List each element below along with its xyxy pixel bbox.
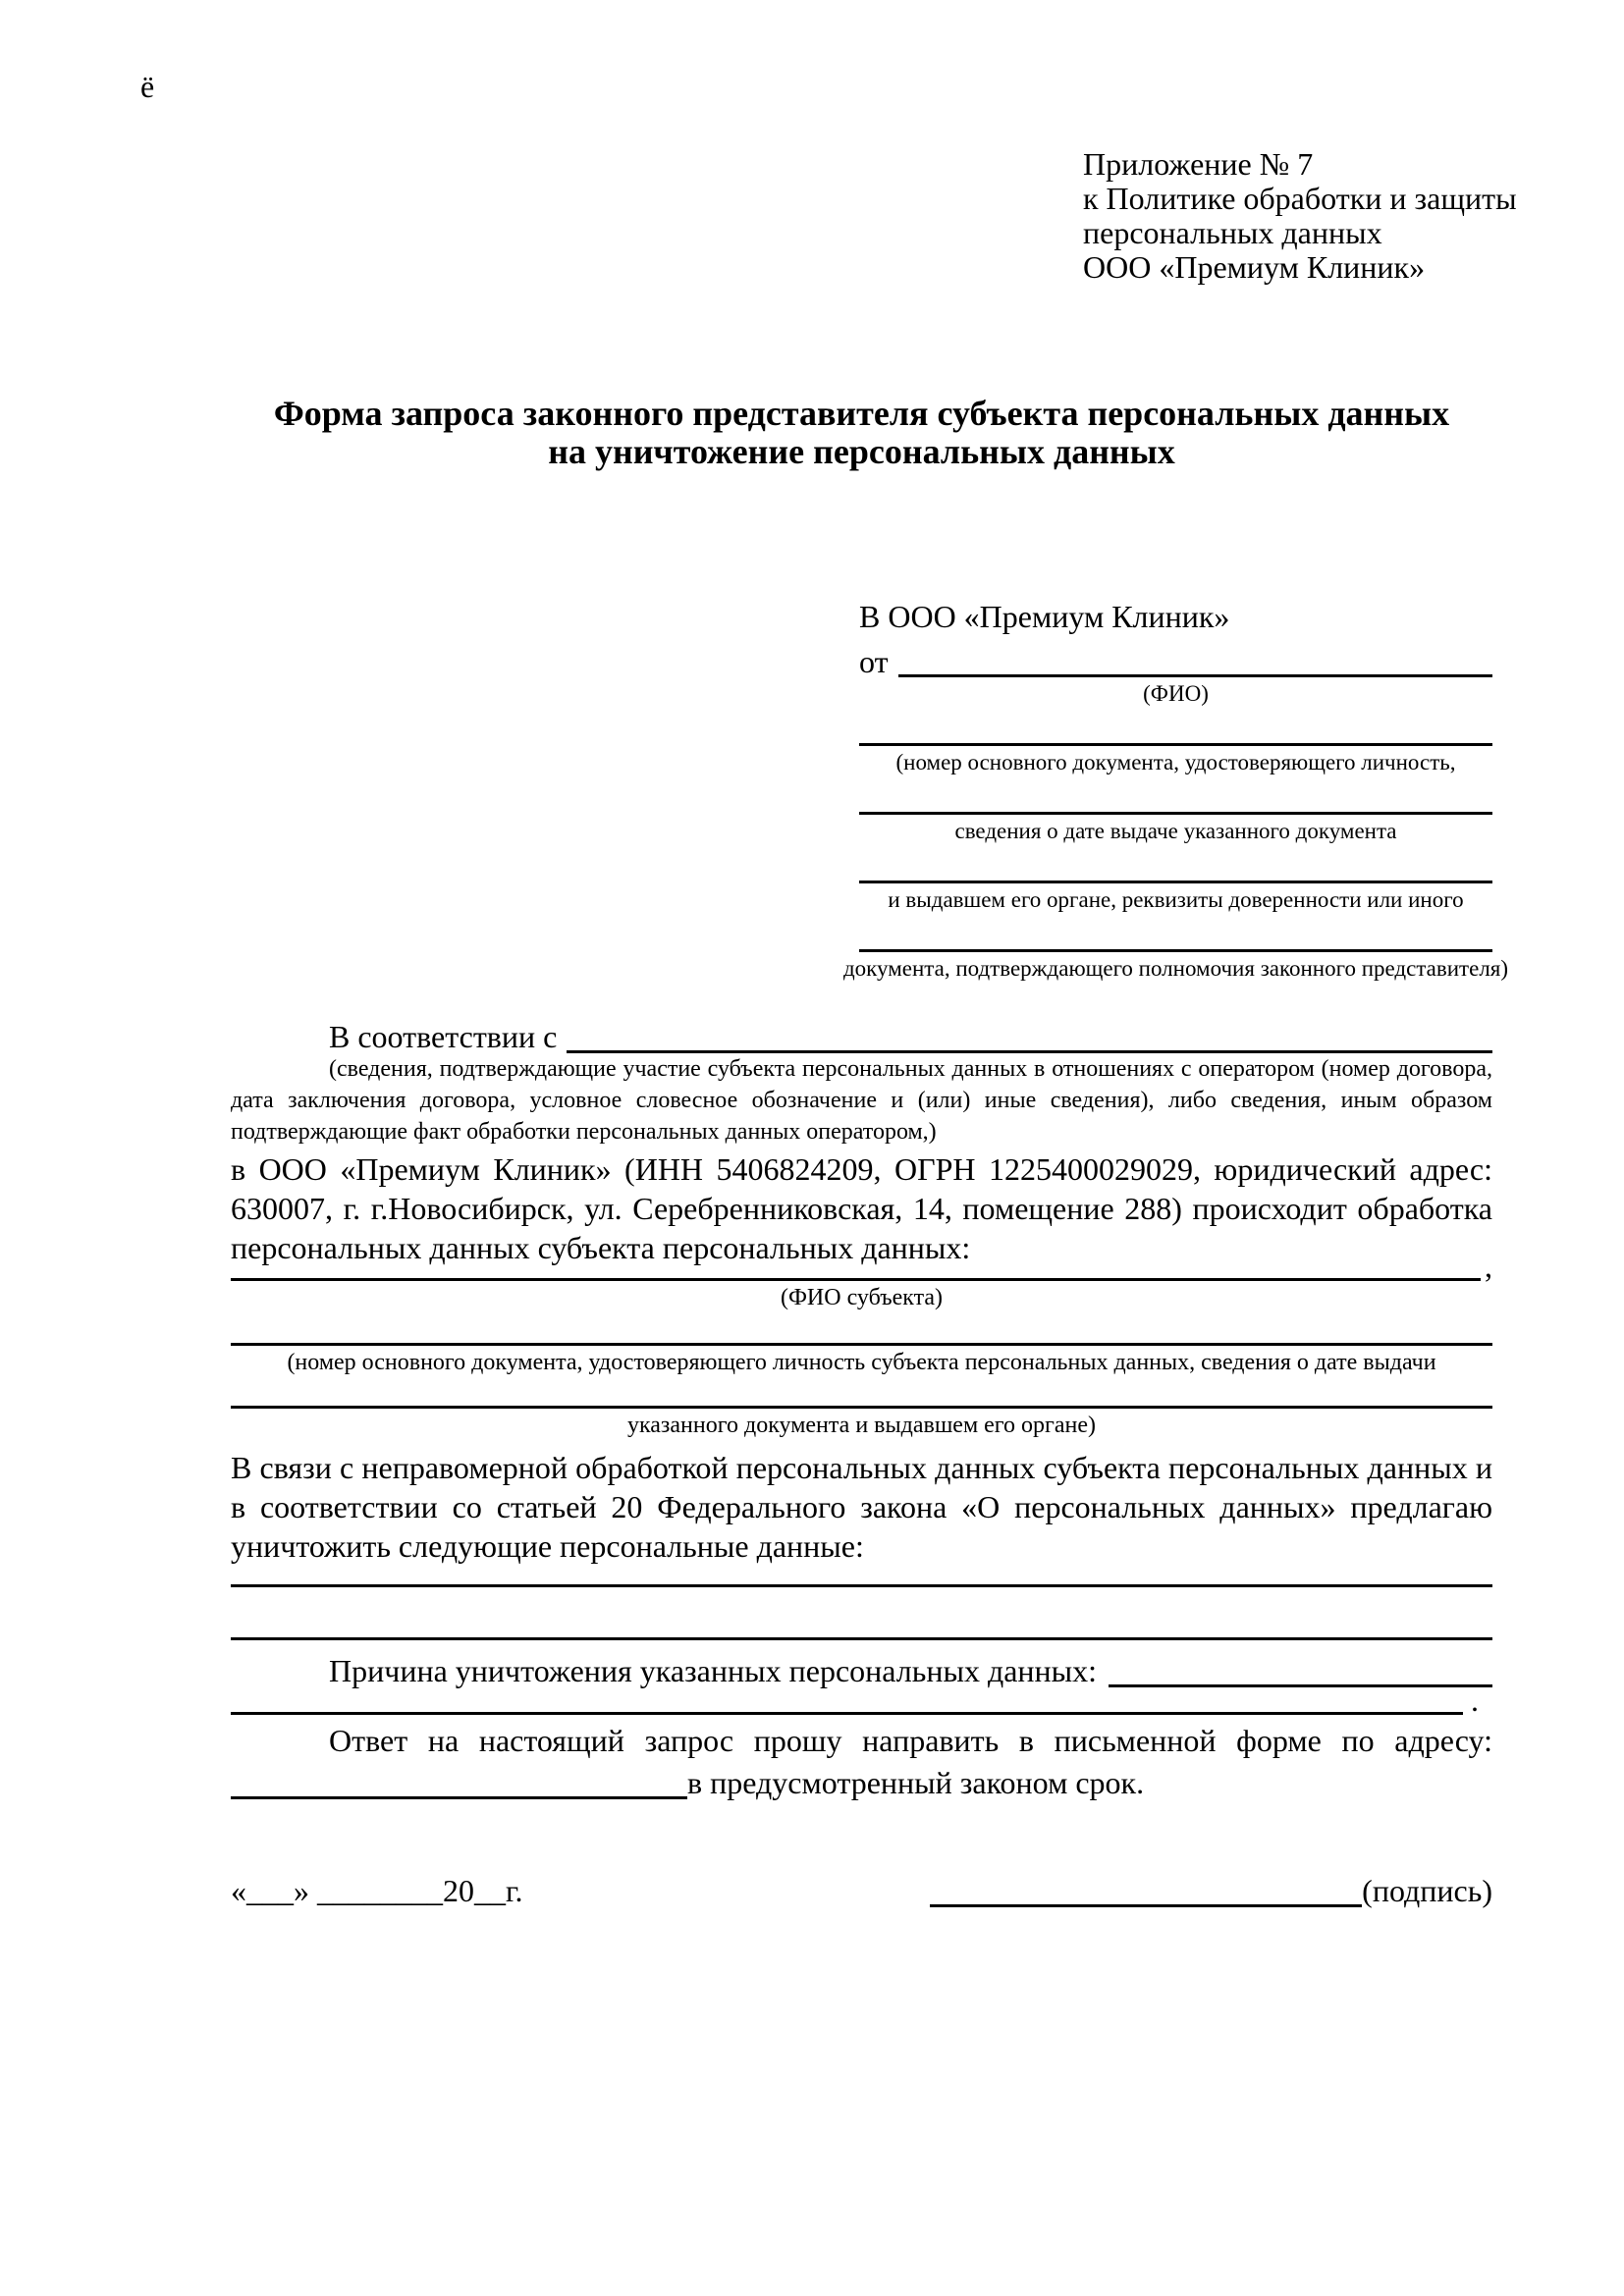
page-content <box>231 0 1517 1908</box>
form-title <box>231 395 1492 471</box>
appendix-line: персональных данных <box>1083 215 1382 250</box>
subject-doc-fill-row-1 <box>231 1314 1492 1346</box>
data-fill-row-1 <box>231 1566 1492 1587</box>
signature-fill-line <box>930 1871 1362 1907</box>
response-tail-text: в предусмотренный законом срок. <box>687 1765 1145 1800</box>
response-paragraph: Ответ на настоящий запрос прошу направить в письменной форме по адресу: <box>329 1723 1492 1758</box>
doc-caption-3: и выдавшем его органе, реквизиты доверенности или иного <box>888 887 1464 912</box>
subject-doc-caption-2: указанного документа и выдавшем его органе) <box>626 1413 1097 1438</box>
doc-caption-2: сведения о дате выдаче указанного документа <box>954 819 1397 843</box>
from-row <box>859 636 1492 677</box>
response-address-fill-line <box>231 1763 687 1799</box>
subject-fio-fill-row <box>231 1249 1492 1284</box>
appendix-line: к Политике обработки и защиты <box>1083 181 1517 216</box>
reason-label: Причина уничтожения указанных персональных данных: <box>329 1653 1098 1688</box>
accordance-caption: (сведения, подтверждающие участие субъекта персональных данных в отношениях с оператором (номер договора, дата заключения договора, условное словесное обозначение и (или) иные сведения), либо сведения, иным образом подтверждающие факт обработки персональных данных оператором,) <box>231 1056 1492 1145</box>
trailing-comma: , <box>1485 1249 1492 1284</box>
form-title-line-1: Форма запроса законного представителя субъекта персональных данных <box>273 394 1450 433</box>
data-fill-line-1 <box>231 1584 1492 1587</box>
stray-yo-char: ё <box>140 69 155 104</box>
doc-fill-line-3 <box>859 847 1492 883</box>
data-fill-line-2 <box>231 1637 1492 1640</box>
subject-fio-caption: (ФИО субъекта) <box>780 1285 944 1310</box>
reason-row <box>231 1640 1492 1687</box>
doc-caption-1: (номер основного документа, удостоверяющего личность, <box>895 750 1456 774</box>
appendix-note <box>1083 146 1517 285</box>
subject-doc-caption-1: (номер основного документа, удостоверяющего личность субъекта персональных данных, сведения о дате выдачи <box>287 1350 1436 1375</box>
doc-caption-4: документа, подтверждающего полномочия законного представителя) <box>842 956 1509 981</box>
accordance-row <box>231 1014 1492 1053</box>
subject-doc-fill-row-2 <box>231 1379 1492 1409</box>
response-address-row <box>231 1760 1492 1799</box>
signature-group <box>930 1871 1492 1907</box>
addressee-block <box>842 597 1509 985</box>
date-line: «___» ________20__г. <box>231 1873 523 1908</box>
appendix-line: Приложение № 7 <box>1083 146 1314 182</box>
fio-caption: (ФИО) <box>1143 681 1209 706</box>
reason-fill-line <box>1109 1684 1492 1687</box>
accordance-label: В соответствии с <box>329 1019 558 1054</box>
doc-fill-line-1 <box>859 710 1492 746</box>
trailing-period: . <box>1471 1682 1479 1718</box>
signature-caption: (подпись) <box>1362 1873 1492 1908</box>
appendix-line: ООО «Премиум Клиник» <box>1083 249 1426 285</box>
operator-paragraph: в ООО «Премиум Клиник» (ИНН 5406824209, ОГРН 1225400029029, юридический адрес: 630007, г. г.Новосибирск, ул. Серебренниковская, 14, помещение 288) происходит обработка персональных данных субъекта персональных данных: <box>231 1151 1492 1265</box>
form-title-line-2: на уничтожение персональных данных <box>548 432 1175 471</box>
doc-fill-line-2 <box>859 778 1492 815</box>
reason-fill-row-2 <box>231 1682 1492 1718</box>
from-label: от <box>859 644 889 679</box>
addressee-to: В ООО «Премиум Клиник» <box>859 599 1230 634</box>
data-fill-row-2 <box>231 1587 1492 1640</box>
reason-fill-line-2 <box>231 1712 1463 1715</box>
unlawful-paragraph: В связи с неправомерной обработкой персональных данных субъекта персональных данных и в соответствии со статьей 20 Федерального закона «О персональных данных» предлагаю уничтожить следующие персональные данные: <box>231 1450 1492 1564</box>
doc-fill-line-4 <box>859 916 1492 952</box>
signature-row <box>231 1866 1492 1907</box>
